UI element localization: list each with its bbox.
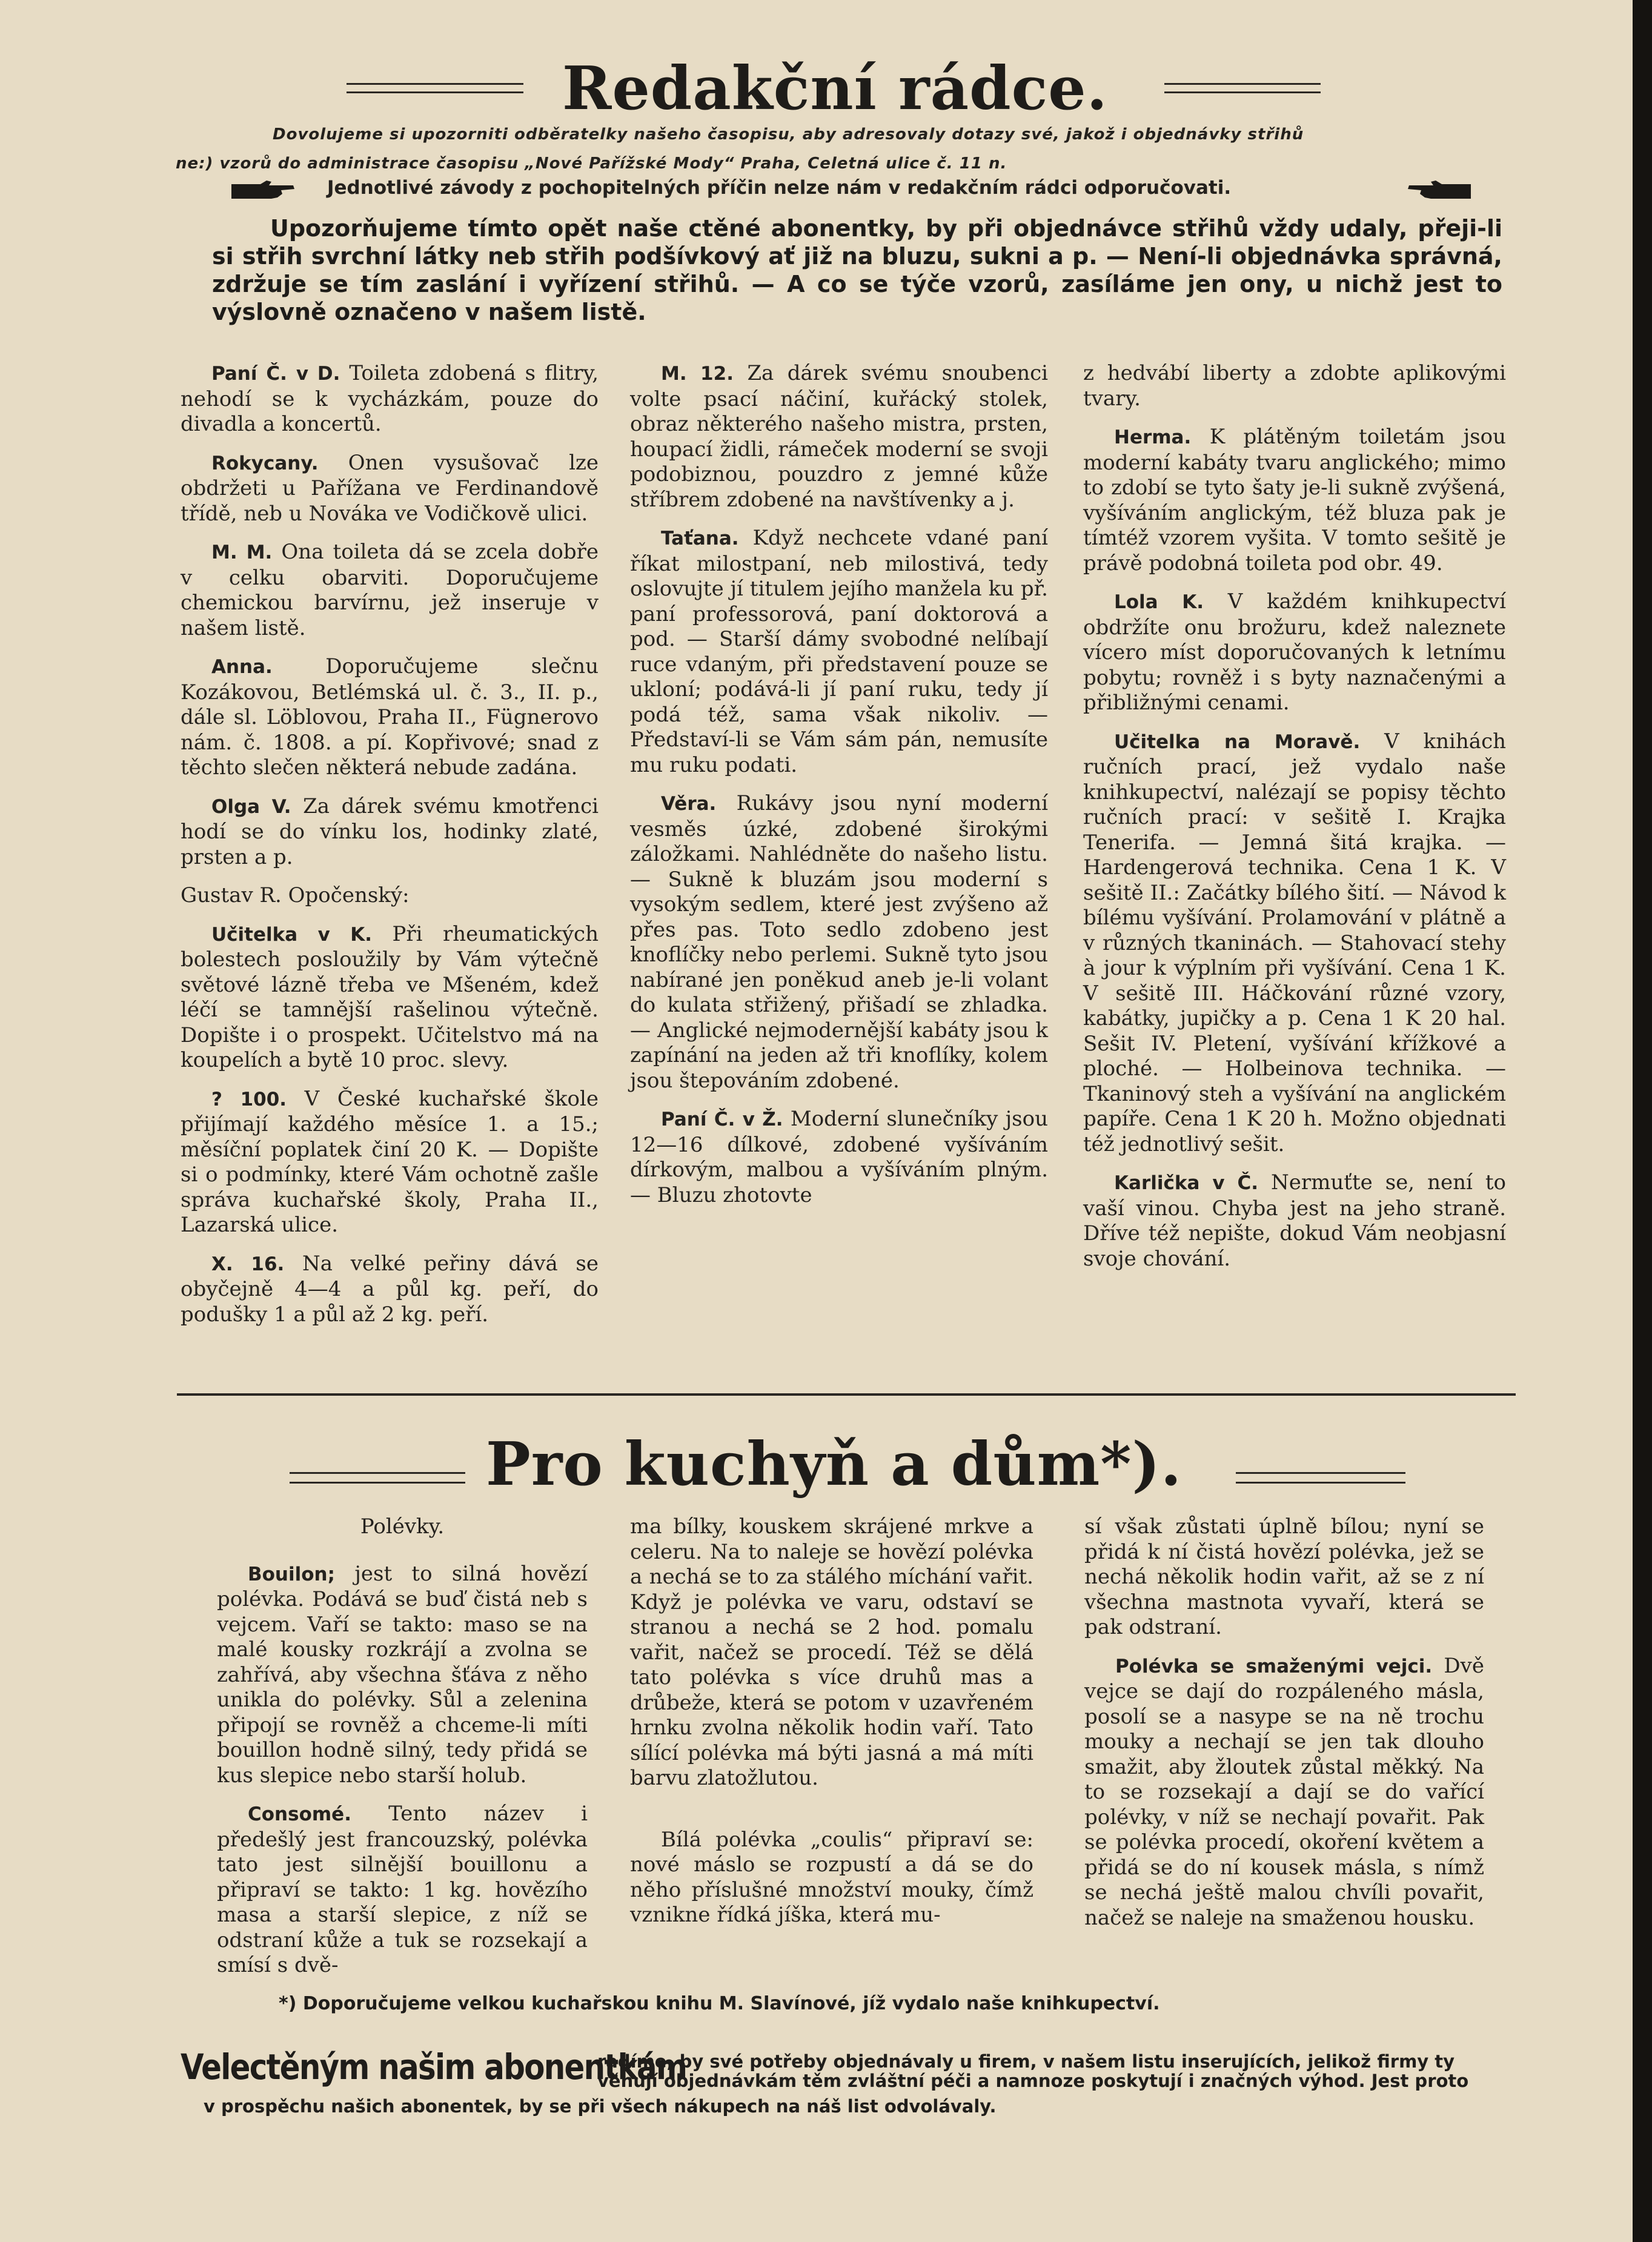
entry-text: V knihách ručních prací, jež vydalo naše knihkupectví, nalézají se popisy těchto ručních prací: v sešitě I. Krajka Tenerifa. — Jemná šitá krajka. — Hardengerová technika. Cena 1 K. V sešitě II.: Začátky bílého šití. — Návod k bílému vyšívání. Prolamování v plátně a v různých tkaninách. — Stahovací stehy à jour k výplním při vyšívání. Cena 1 K. V sešitě III. Háčkování různé vzory, kabátky, jupičky a p. Cena 1 K 20 hal. Sešit IV. Pletení, vyšívání křížkové a ploché. — Holbeinova technika. — Tkaninový steh a vyšívání na anglickém papíře. Cena 1 K 20 h. Možno objednati též jednotlivý sešit. xyxy=(1083,729,1507,1156)
entry-paragraph xyxy=(181,451,599,527)
entry-paragraph xyxy=(630,361,1048,512)
entry-name: ? 100. xyxy=(211,1088,287,1110)
entry-paragraph xyxy=(181,1087,599,1238)
title-rule-left-b xyxy=(347,91,523,93)
entry-text: z hedvábí liberty a zdobte aplikovými tvary. xyxy=(1083,361,1506,411)
entry-text: Za dárek svému kmotřenci hodí se do vínku los, hodinky zlaté, prsten a p. xyxy=(181,794,599,869)
entry-paragraph xyxy=(1083,1170,1506,1272)
entry-name: Věra. xyxy=(661,793,717,815)
entry-name: M. 12. xyxy=(661,363,734,385)
entry-name: Olga V. xyxy=(211,795,291,818)
entry-paragraph xyxy=(217,1802,588,1978)
kitchen-rule-right-b xyxy=(1236,1482,1405,1484)
entry-paragraph xyxy=(181,922,599,1073)
entry-text: Moderní slunečníky jsou 12—16 dílkové, zdobené vyšíváním dírkovým, malbou a vyšíváním plným. — Bluzu zhotovte xyxy=(630,1107,1048,1207)
advert-line-3: v prospěchu našich abonentek, by se při všech nákupech na náš list odvolávaly. xyxy=(204,2096,997,2117)
kitchen-column-2 xyxy=(630,1514,1033,1928)
entry-text: Toileta zdobená s flitry, nehodí se k vycházkám, pouze do divadla a koncertů. xyxy=(181,361,599,436)
advert-line-2: věnují objednávkám těm zvláštní péči a namnoze poskytují i značných výhod. Jest proto xyxy=(597,2071,1469,2091)
entry-text: ma bílky, kouskem skrájené mrkve a celeru. Na to naleje se hovězí polévka a nechá se to za stálého míchání vařit. Když je polévka ve varu, odstaví se stranou a nechá se 2 hod. pomalu vařit, načež se procedí. Též se dělá tato polévka s více druhů mas a drůbeže, která se potom v uzavřeném hrnku zvolna několik hodin vaří. Tato sílící polévka má býti jasná a má míti barvu zlatožlutou. xyxy=(630,1514,1033,1790)
entry-text: Při rheumatických bolestech posloužily by Vám výtečně světové lázně třeba ve Mšeném, kdež léčí se tamnější rašelinou výtečně. Dopište i o prospekt. Učitelstvo má na koupelích a bytě 10 proc. slevy. xyxy=(181,921,599,1072)
entry-paragraph xyxy=(630,1828,1033,1928)
entry-paragraph xyxy=(181,1252,599,1328)
entry-paragraph xyxy=(181,654,599,781)
entry-text: V České kuchařské škole přijímají každého měsíce 1. a 15.; měsíční poplatek činí 20 K. — Dopište si o podmínky, které Vám ochotně zašle správa kuchařské školy, Praha II., Lazarská ulice. xyxy=(181,1086,599,1237)
entry-paragraph xyxy=(630,1514,1033,1791)
page-edge-shadow xyxy=(1633,0,1652,2242)
entry-name: Bouilon; xyxy=(248,1563,336,1585)
entry-name: M. M. xyxy=(211,542,273,563)
entry-name: Paní Č. v Ž. xyxy=(661,1109,783,1130)
entry-paragraph xyxy=(630,791,1048,1093)
page-title: Redakční rádce. xyxy=(562,54,1108,124)
entry-text: jest to silná hovězí polévka. Podává se buď čistá neb s vejcem. Vaří se takto: maso se na malé kousky rozkrájí a zvolna se zahřívá, aby všechna šťáva z něho unikla do polévky. Sůl a zelenina připojí se rovněž a chceme-li míti bouillon hodně silný, tedy přidá se kus slepice nebo starší holub. xyxy=(217,1561,588,1788)
advice-column-2 xyxy=(630,361,1048,1208)
entry-text: Ona toileta dá se zcela dobře v celku obarviti. Doporučujeme chemickou barvírnu, jež inseruje v našem listě. xyxy=(181,540,599,640)
kitchen-title-text: Pro kuchyň a dům xyxy=(486,1430,1101,1499)
advert-line-1: radíme, by své potřeby objednávaly u firem, v našem listu inserujících, jelikož firmy ty xyxy=(597,2051,1455,2072)
entry-text: Když nechcete vdané paní říkat milostpaní, neb milostivá, tedy oslovujte jí titulem jejího manžela ku př. paní professorová, paní doktorová a pod. — Starší dámy svobodné nelíbají ruce vdaným, při představení pouze se ukloní; podává-li jí paní ruku, tedy jí podá též, sama však nikoliv. — Představí-li se Vám sám pán, nemusíte mu ruku podati. xyxy=(630,526,1048,777)
kitchen-rule-left-a xyxy=(290,1472,465,1474)
pointing-hand-left-icon xyxy=(1405,179,1473,201)
kitchen-rule-left-b xyxy=(290,1482,465,1484)
entry-paragraph xyxy=(630,526,1048,778)
entry-paragraph xyxy=(181,361,599,437)
entry-paragraph xyxy=(181,540,599,641)
entry-paragraph xyxy=(181,883,599,909)
title-rule-right-a xyxy=(1164,83,1321,85)
entry-name: Anna. xyxy=(211,656,273,678)
entry-paragraph xyxy=(1083,425,1506,576)
entry-name: Polévka se smaženými vejci. xyxy=(1115,1655,1433,1677)
entry-text: Rukávy jsou nyní moderní vesměs úzké, zdobené širokými záložkami. Nahlédněte do našeho listu. — Sukně k bluzám jsou moderní s vysokým sedlem, které jest zvýšeno až přes pas. Toto sedlo zdobeno jest knoflíčky nebo perlemi. Sukně tyto jsou nabírané jen poněkud aneb je-li volant do kulata střižený, přišadí se zhladka. — Anglické nejmodernější kabáty jsou k zapínání na jeden až tři knoflíky, kolem jsou štepováním zdobené. xyxy=(630,791,1048,1093)
advice-column-1 xyxy=(181,361,599,1327)
notice-line-1: Dovolujeme si upozorniti odběratelky našeho časopisu, aby adresovaly dotazy své, jakož i objednávky střihů xyxy=(273,125,1304,144)
entry-text: Doporučujeme slečnu Kozákovou, Betlémská ul. č. 3., II. p., dále sl. Löblovou, Praha II., Fügnerovo nám. č. 1808. a pí. Kopřivové; snad z těchto slečen některá nebude zadána. xyxy=(181,654,599,780)
kitchen-subheading: Polévky. xyxy=(360,1514,445,1539)
entry-name: Karlička v Č. xyxy=(1114,1172,1259,1194)
advice-column-3 xyxy=(1083,361,1506,1272)
entry-name: Paní Č. v D. xyxy=(211,363,340,385)
pointing-hand-right-icon xyxy=(229,179,297,201)
entry-text: Nermuťte se, není to vaší vinou. Chyba jest na jeho straně. Dříve též nepište, dokud Vám neobjasní svoje chování. xyxy=(1083,1170,1506,1271)
entry-text: V každém knihkupectví obdržíte onu brožuru, kdež naleznete vícero míst doporučovaných k letnímu pobytu; rovněž i s byty naznačenými a přibližnými cenami. xyxy=(1083,589,1507,715)
entry-paragraph xyxy=(181,794,599,871)
kitchen-rule-right-a xyxy=(1236,1472,1405,1474)
lead-paragraph: Upozorňujeme tímto opět naše ctěné abonentky, by při objednávce střihů vždy udaly, přeji-li si střih svrchní látky neb střih podšívkový ať již na bluzu, sukni a p. — Není-li objednávka správná, zdržuje se tím zaslání i vyřízení střihů. — A co se týče vzorů, zasíláme jen ony, u nichž jest to výslovně označeno v našem listě. xyxy=(212,215,1502,325)
title-rule-right-b xyxy=(1164,91,1321,93)
footnote: *) Doporučujeme velkou kuchařskou knihu M. Slavínové, jíž vydalo naše knihkupectví. xyxy=(279,1993,1160,2014)
entry-text: Za dárek svému snoubenci volte psací náčiní, kuřácký stolek, obraz některého našeho mistra, prsten, houpací židli, rámeček moderní se svoji podobiznou, pouzdro z jemné kůže stříbrem zdobené na navštívenky a j. xyxy=(630,361,1049,512)
entry-text: Onen vysušovač lze obdržeti u Pařížana ve Ferdinandově třídě, neb u Nováka ve Vodičkově ulici. xyxy=(181,450,599,526)
entry-paragraph xyxy=(630,1107,1048,1208)
notice-line-3: Jednotlivé závody z pochopitelných příčin nelze nám v redakčním rádci odporučovati. xyxy=(327,177,1232,199)
entry-text: Bílá polévka „coulis“ připraví se: nové máslo se rozpustí a dá se do něho příslušné množství mouky, čímž vznikne řídká jíška, která mu- xyxy=(630,1827,1033,1927)
entry-name: Lola K. xyxy=(1114,591,1204,613)
entry-name: Consomé. xyxy=(248,1803,351,1825)
entry-name: Herma. xyxy=(1114,426,1192,448)
entry-text: K plátěným toiletám jsou moderní kabáty tvaru anglického; mimo to zdobí se tyto šaty je-li sukně zvýšená, vyšíváním anglickým, též bluza pak je tímtéž vzorem vyšita. V tomto sešitě je právě podobná toileta pod obr. 49. xyxy=(1083,425,1506,575)
section-divider xyxy=(177,1393,1516,1396)
advert-headline: Velectěným našim abonentkám xyxy=(181,2046,687,2088)
notice-line-2: ne:) vzorů do administrace časopisu „Nové Pařížské Mody“ Praha, Celetná ulice č. 11 n. xyxy=(176,154,1007,173)
entry-name: Taťana. xyxy=(661,528,739,549)
entry-text: Na velké peřiny dává se obyčejně 4—4 a půl kg. peří, do podušky 1 a půl až 2 kg. peří. xyxy=(181,1251,599,1327)
entry-name: X. 16. xyxy=(211,1253,285,1275)
entry-text: sí však zůstati úplně bílou; nyní se přidá k ní čistá hovězí polévka, jež se nechá několik hodin vařit, až se z ní všechna mastnota vyvaří, která se pak odstraní. xyxy=(1084,1514,1484,1639)
entry-text: Gustav R. Opočenský: xyxy=(181,883,410,907)
entry-name: Učitelka v K. xyxy=(211,923,373,946)
entry-paragraph xyxy=(217,1562,588,1789)
entry-paragraph xyxy=(1084,1654,1484,1931)
entry-text: Tento název i předešlý jest francouzský, polévka tato jest silnější bouillonu a připraví se takto: 1 kg. hovězího masa a starší slepice, z níž se odstraní kůže a tuk se rozsekají a smísí s dvě- xyxy=(217,1802,588,1977)
entry-name: Učitelka na Moravě. xyxy=(1114,731,1361,753)
entry-name: Rokycany. xyxy=(211,452,319,474)
entry-paragraph xyxy=(1083,361,1506,411)
kitchen-column-1 xyxy=(217,1514,588,1978)
entry-paragraph xyxy=(1083,729,1506,1158)
kitchen-title xyxy=(486,1431,1182,1499)
kitchen-title-mark: *). xyxy=(1100,1430,1183,1499)
entry-text: Dvě vejce se dají do rozpáleného másla, posolí se a nasype se na ně trochu mouky a nechají se jen tak dlouho smažit, aby žloutek zůstal měkký. Na to se rozsekají a dají se do vařící polévky, v níž se nechají povařit. Pak se polévka procedí, okoření květem a přidá se do ní kousek másla, s nímž se nechá ještě malou chvíli povařit, načež se naleje na smaženou housku. xyxy=(1084,1653,1484,1930)
kitchen-column-3 xyxy=(1084,1514,1484,1931)
title-rule-left-a xyxy=(347,83,523,85)
entry-paragraph xyxy=(1083,589,1506,716)
entry-paragraph xyxy=(1084,1514,1484,1640)
